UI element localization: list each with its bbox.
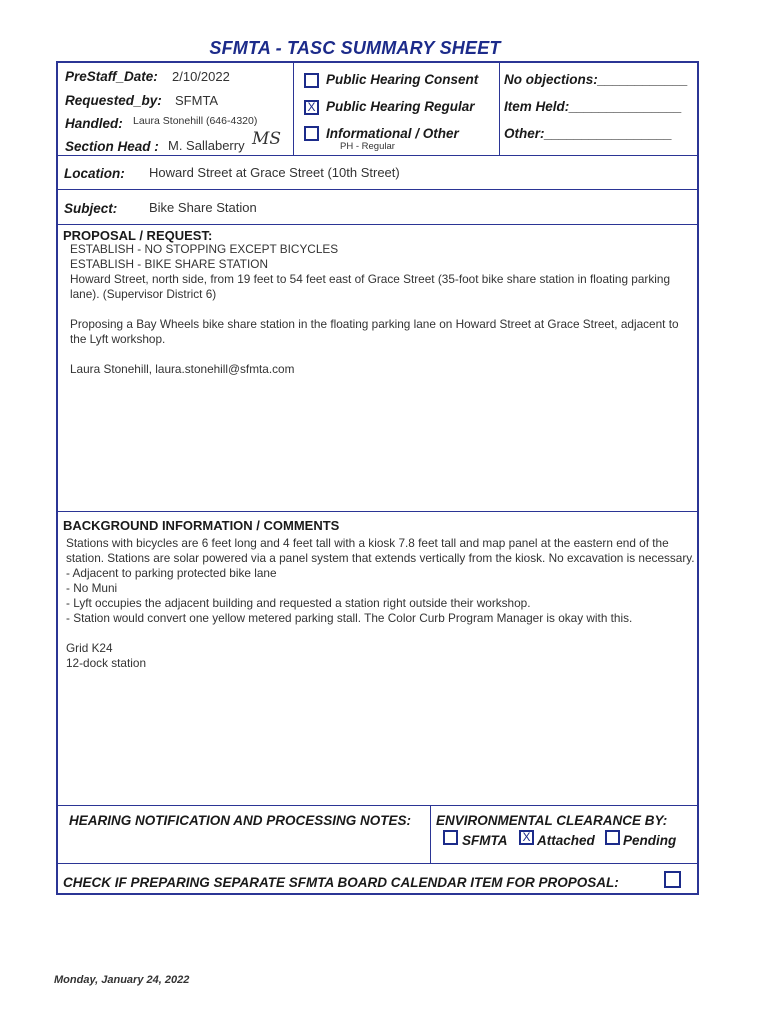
proposal-line: ESTABLISH - BIKE SHARE STATION — [70, 257, 268, 271]
subject-label: Subject: — [64, 201, 118, 216]
env-sfmta-checkbox[interactable] — [443, 830, 458, 845]
proposal-contact: Laura Stonehill, laura.stonehill@sfmta.com — [70, 362, 295, 376]
other-field: Other:_________________ — [504, 126, 673, 141]
environmental-clearance-label: ENVIRONMENTAL CLEARANCE BY: — [436, 813, 668, 828]
env-attached-checkbox[interactable]: X — [519, 830, 534, 845]
proposal-body — [70, 242, 680, 377]
location-value: Howard Street at Grace Street (10th Street) — [149, 165, 400, 180]
summary-form — [56, 61, 699, 895]
handled-label: Handled: — [65, 116, 123, 131]
hearing-sub-note: PH - Regular — [340, 141, 395, 152]
board-calendar-checkbox[interactable] — [664, 871, 681, 888]
board-calendar-label: CHECK IF PREPARING SEPARATE SFMTA BOARD CALENDAR ITEM FOR PROPOSAL: — [63, 875, 619, 890]
divider — [58, 805, 697, 806]
public-hearing-consent-label: Public Hearing Consent — [326, 72, 479, 87]
divider — [58, 189, 697, 190]
informational-other-label: Informational / Other — [326, 126, 459, 141]
divider — [58, 155, 697, 156]
env-pending-label: Pending — [623, 833, 677, 848]
proposal-description-paragraph: Proposing a Bay Wheels bike share station in the floating parking lane on Howard Street at Grace Street, adjacent to the Lyft workshop. — [70, 317, 679, 346]
divider — [58, 511, 697, 512]
divider — [58, 224, 697, 225]
background-dock-count: 12-dock station — [66, 656, 147, 670]
env-pending-checkbox[interactable] — [605, 830, 620, 845]
env-sfmta-label: SFMTA — [462, 833, 508, 848]
section-head-signature: MS — [252, 129, 282, 149]
background-bullet: - Station would convert one yellow metered parking stall. The Color Curb Program Manager is okay with this. — [66, 611, 633, 625]
page-title: SFMTA - TASC SUMMARY SHEET — [209, 38, 501, 58]
proposal-heading: PROPOSAL / REQUEST: — [63, 228, 213, 243]
requested-by-label: Requested_by: — [65, 93, 162, 108]
footer-date: Monday, January 24, 2022 — [54, 974, 190, 986]
divider — [293, 63, 294, 155]
divider — [430, 805, 431, 863]
prestaff-date-label: PreStaff_Date: — [65, 69, 158, 84]
background-bullet: - Lyft occupies the adjacent building and requested a station right outside their workshop. — [66, 596, 531, 610]
hearing-notes-label: HEARING NOTIFICATION AND PROCESSING NOTES: — [69, 813, 412, 828]
background-body — [66, 536, 698, 671]
handled-value: Laura Stonehill (646-4320) — [133, 115, 258, 127]
location-label: Location: — [64, 166, 125, 181]
item-held-field: Item Held:_______________ — [504, 99, 682, 114]
section-head-value: M. Sallaberry — [168, 138, 245, 153]
divider — [58, 863, 697, 864]
background-bullet: - Adjacent to parking protected bike lane — [66, 566, 277, 580]
background-paragraph: Stations with bicycles are 6 feet long and 4 feet tall with a kiosk 7.8 feet tall and map panel at the eastern end of the station. Stations are solar powered via a panel system that extends vertically from the kiosk. No excavation is necessary. — [66, 536, 695, 565]
public-hearing-regular-checkbox[interactable]: X — [304, 100, 319, 115]
public-hearing-consent-checkbox[interactable] — [304, 73, 319, 88]
background-grid: Grid K24 — [66, 641, 113, 655]
subject-value: Bike Share Station — [149, 200, 257, 215]
proposal-line: ESTABLISH - NO STOPPING EXCEPT BICYCLES — [70, 242, 339, 256]
env-attached-label: Attached — [537, 833, 595, 848]
no-objections-field: No objections:____________ — [504, 72, 688, 87]
public-hearing-regular-label: Public Hearing Regular — [326, 99, 475, 114]
divider — [499, 63, 500, 155]
background-heading: BACKGROUND INFORMATION / COMMENTS — [63, 518, 340, 533]
informational-other-checkbox[interactable] — [304, 126, 319, 141]
background-bullet: - No Muni — [66, 581, 118, 595]
section-head-label: Section Head : — [65, 139, 159, 154]
proposal-location-paragraph: Howard Street, north side, from 19 feet to 54 feet east of Grace Street (35-foot bike share station in floating parking lane). (Supervisor District 6) — [70, 272, 670, 301]
requested-by-value: SFMTA — [175, 93, 219, 108]
prestaff-date-value: 2/10/2022 — [172, 69, 230, 84]
